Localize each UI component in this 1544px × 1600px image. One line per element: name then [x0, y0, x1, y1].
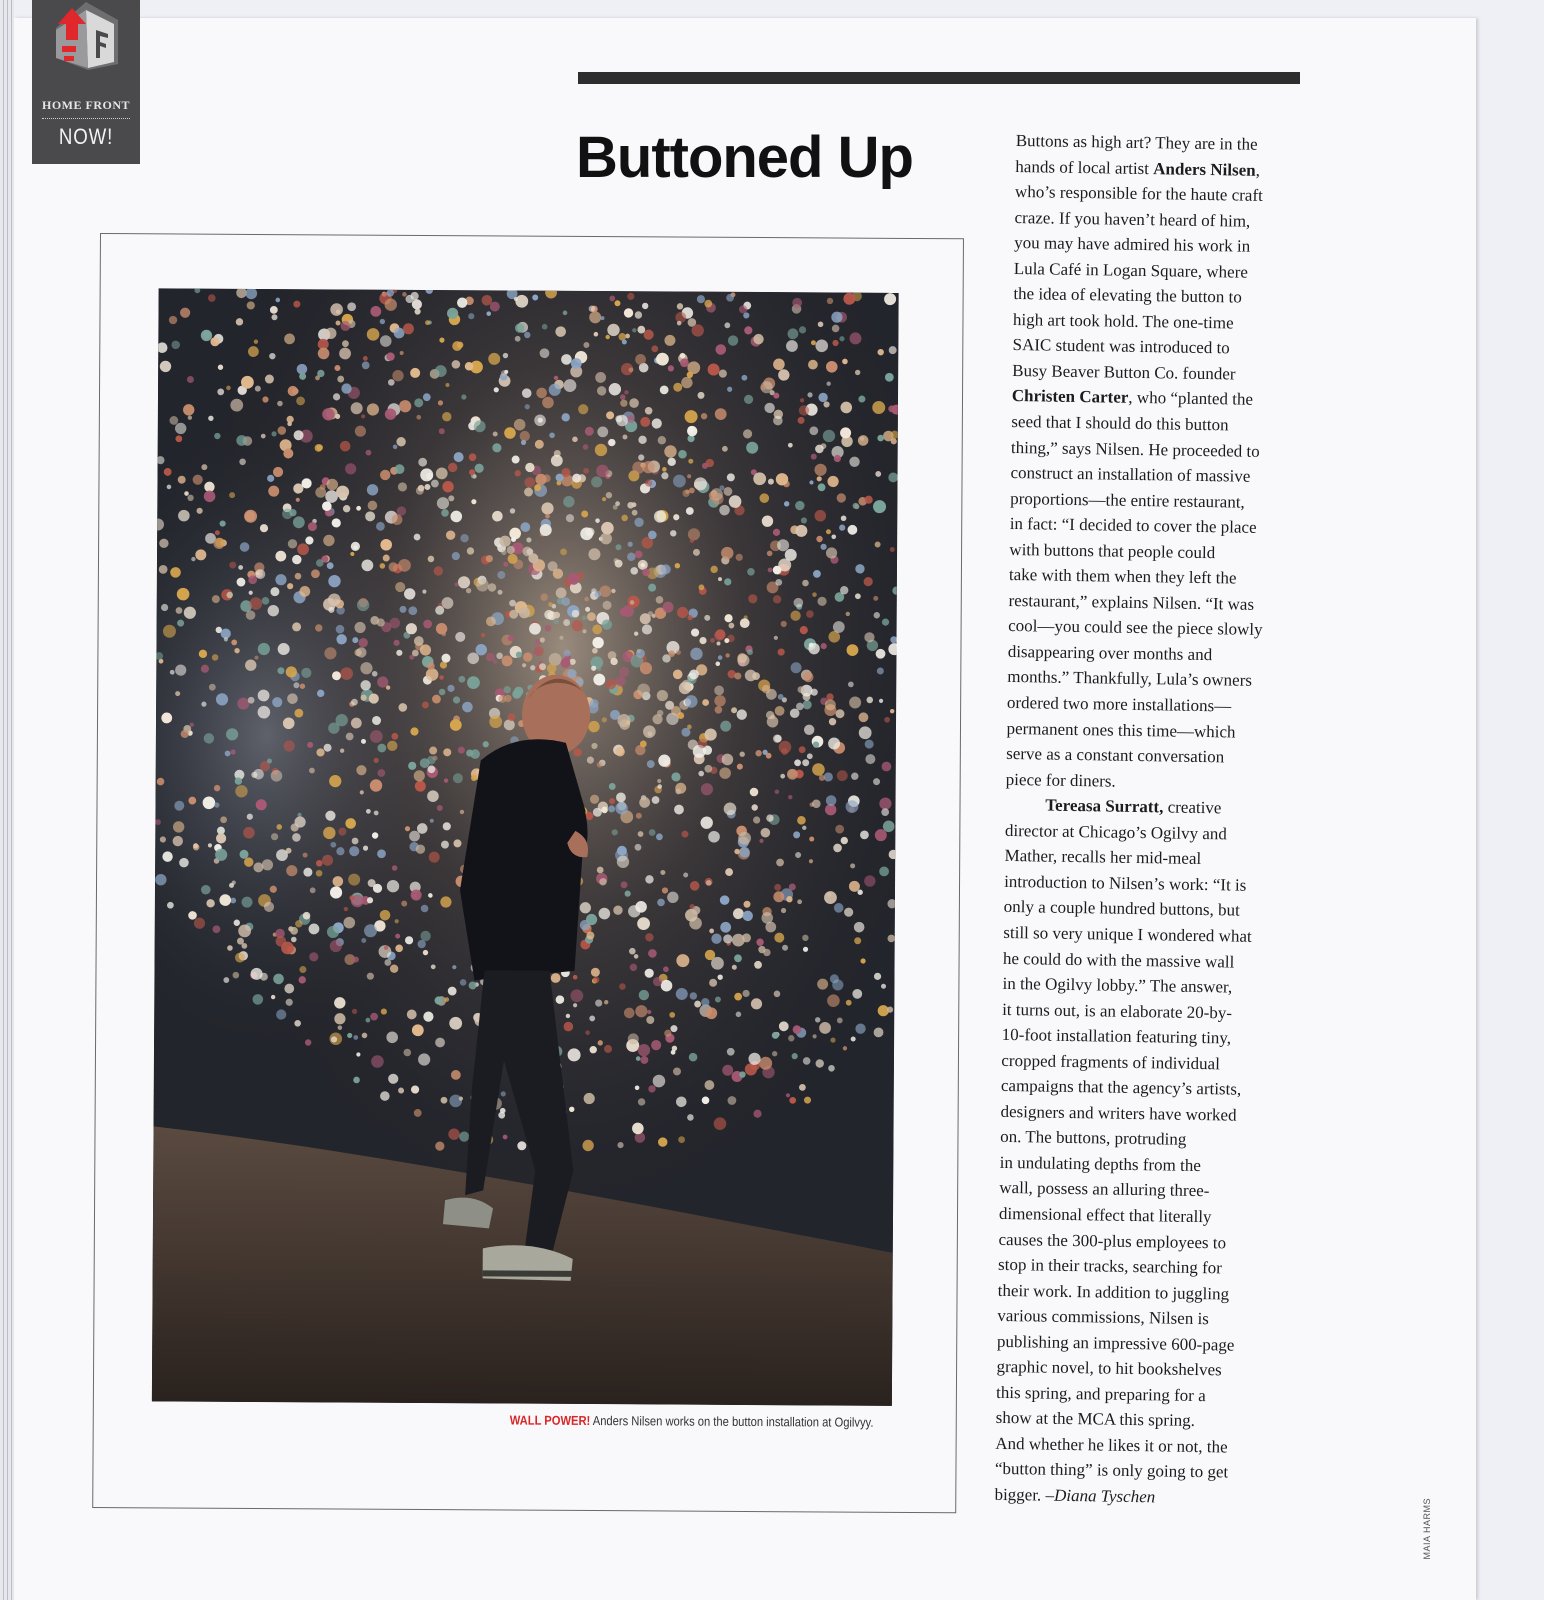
article-line [1003, 920, 1303, 950]
photo-caption [510, 1413, 874, 1430]
line-text: high art took hold. The one-time [1012, 309, 1234, 333]
line-text: Lula Café in Logan Square, where [1013, 258, 1249, 282]
line-text: on. The buttons, protruding [1000, 1127, 1187, 1150]
line-text: restaurant,” explains Nilsen. “It was [1008, 590, 1255, 614]
bold-name: Christen Carter [1011, 386, 1129, 408]
section-sub-label: NOW! [58, 124, 114, 149]
line-text: you may have admired his work in [1014, 233, 1251, 256]
line-text: he could do with the massive wall [1002, 948, 1235, 972]
line-text: stop in their tracks, searching for [997, 1254, 1223, 1278]
line-text: thing,” says Nilsen. He proceeded to [1010, 437, 1260, 461]
line-text: still so very unique I wondered what [1003, 922, 1252, 946]
line-text: cool—you could see the piece slowly [1008, 616, 1263, 640]
line-text: in undulating depths from the [999, 1152, 1202, 1175]
line-text: , [1255, 160, 1261, 180]
article-line [994, 1482, 1294, 1512]
section-label: HOME FRONT [42, 98, 130, 112]
line-text: only a couple hundred buttons, but [1003, 897, 1240, 921]
line-text: seed that I should do this button [1011, 411, 1229, 435]
line-text: ordered two more installations— [1006, 692, 1232, 716]
line-text: disappearing over months and [1007, 641, 1213, 665]
line-text: campaigns that the agency’s artists, [1000, 1076, 1242, 1099]
line-text: in the Ogilvy lobby.” The answer, [1002, 973, 1233, 997]
article-paragraph-1 [1006, 128, 1316, 797]
line-text: hands of local artist [1015, 156, 1154, 178]
line-text: take with them when they left the [1008, 565, 1237, 588]
line-text: 10-foot installation featuring tiny, [1001, 1025, 1232, 1048]
photo-illustration [152, 288, 899, 1405]
line-text: in fact: “I decided to cover the place [1009, 514, 1257, 538]
headline-rule [578, 72, 1300, 84]
line-text: graphic novel, to hit bookshelves [996, 1357, 1222, 1380]
line-text: months.” Thankfully, Lula’s owners [1007, 667, 1253, 691]
article-paragraph-2 [994, 792, 1305, 1512]
caption-text: Anders Nilsen works on the button installation at Ogilvyy. [592, 1413, 874, 1430]
line-text: designers and writers have worked [1000, 1101, 1237, 1125]
line-text: the idea of elevating the button to [1013, 284, 1243, 307]
line-text: wall, possess an alluring three- [999, 1178, 1210, 1201]
line-text: dimensional effect that literally [998, 1203, 1212, 1227]
section-tab [32, 0, 140, 164]
line-text: publishing an impressive 600-page [996, 1331, 1235, 1355]
line-text: cropped fragments of individual [1001, 1050, 1221, 1074]
line-text: show at the MCA this spring. [995, 1408, 1196, 1431]
line-text: creative [1163, 797, 1222, 818]
line-text: Buttons as high art? They are in the [1015, 130, 1258, 154]
line-text: it turns out, is an elaborate 20-by- [1002, 999, 1233, 1023]
bold-name: Tereasa Surratt, [1045, 795, 1164, 817]
line-text: director at Chicago’s Ogilvy and [1004, 820, 1227, 844]
line-text: various commissions, Nilsen is [997, 1306, 1210, 1329]
home-front-logo-icon [48, 0, 124, 70]
line-text: SAIC student was introduced to [1012, 335, 1230, 358]
bold-name: Anders Nilsen [1153, 158, 1256, 180]
line-text: serve as a constant conversation [1006, 744, 1225, 767]
line-text: introduction to Nilsen’s work: “It is [1004, 871, 1247, 895]
line-text: Busy Beaver Button Co. founder [1012, 360, 1236, 384]
headline: Buttoned Up [576, 125, 913, 190]
article-line [999, 1201, 1299, 1231]
article-body [994, 128, 1316, 1512]
line-text: who’s responsible for the haute craft [1014, 182, 1263, 205]
line-text: , who “planted the [1128, 388, 1254, 410]
line-text: Mather, recalls her mid-meal [1004, 846, 1202, 869]
section-divider [42, 118, 130, 119]
button-installation-photo [152, 288, 899, 1405]
line-text: construct an installation of massive [1010, 463, 1251, 486]
photo-frame [92, 233, 964, 1513]
line-text: their work. In addition to juggling [997, 1280, 1230, 1304]
line-text: craze. If you haven’t heard of him, [1014, 207, 1251, 231]
line-text: “button thing” is only going to get [994, 1459, 1229, 1482]
line-text: proportions—the entire restaurant, [1010, 488, 1245, 512]
line-text: bigger. [994, 1484, 1046, 1505]
line-text: piece for diners. [1005, 769, 1116, 791]
line-text: And whether he likes it or not, the [995, 1433, 1228, 1457]
line-text: permanent ones this time—which [1006, 718, 1236, 742]
photo-credit: MAIA HARMS [1422, 1498, 1432, 1560]
page-spine-edge [0, 0, 14, 1600]
caption-lead: WALL POWER! [509, 1412, 591, 1429]
line-text: this spring, and preparing for a [995, 1382, 1206, 1405]
line-text: with buttons that people could [1009, 539, 1216, 562]
line-text: causes the 300-plus employees to [998, 1229, 1227, 1252]
byline: –Diana Tyschen [1045, 1485, 1156, 1507]
